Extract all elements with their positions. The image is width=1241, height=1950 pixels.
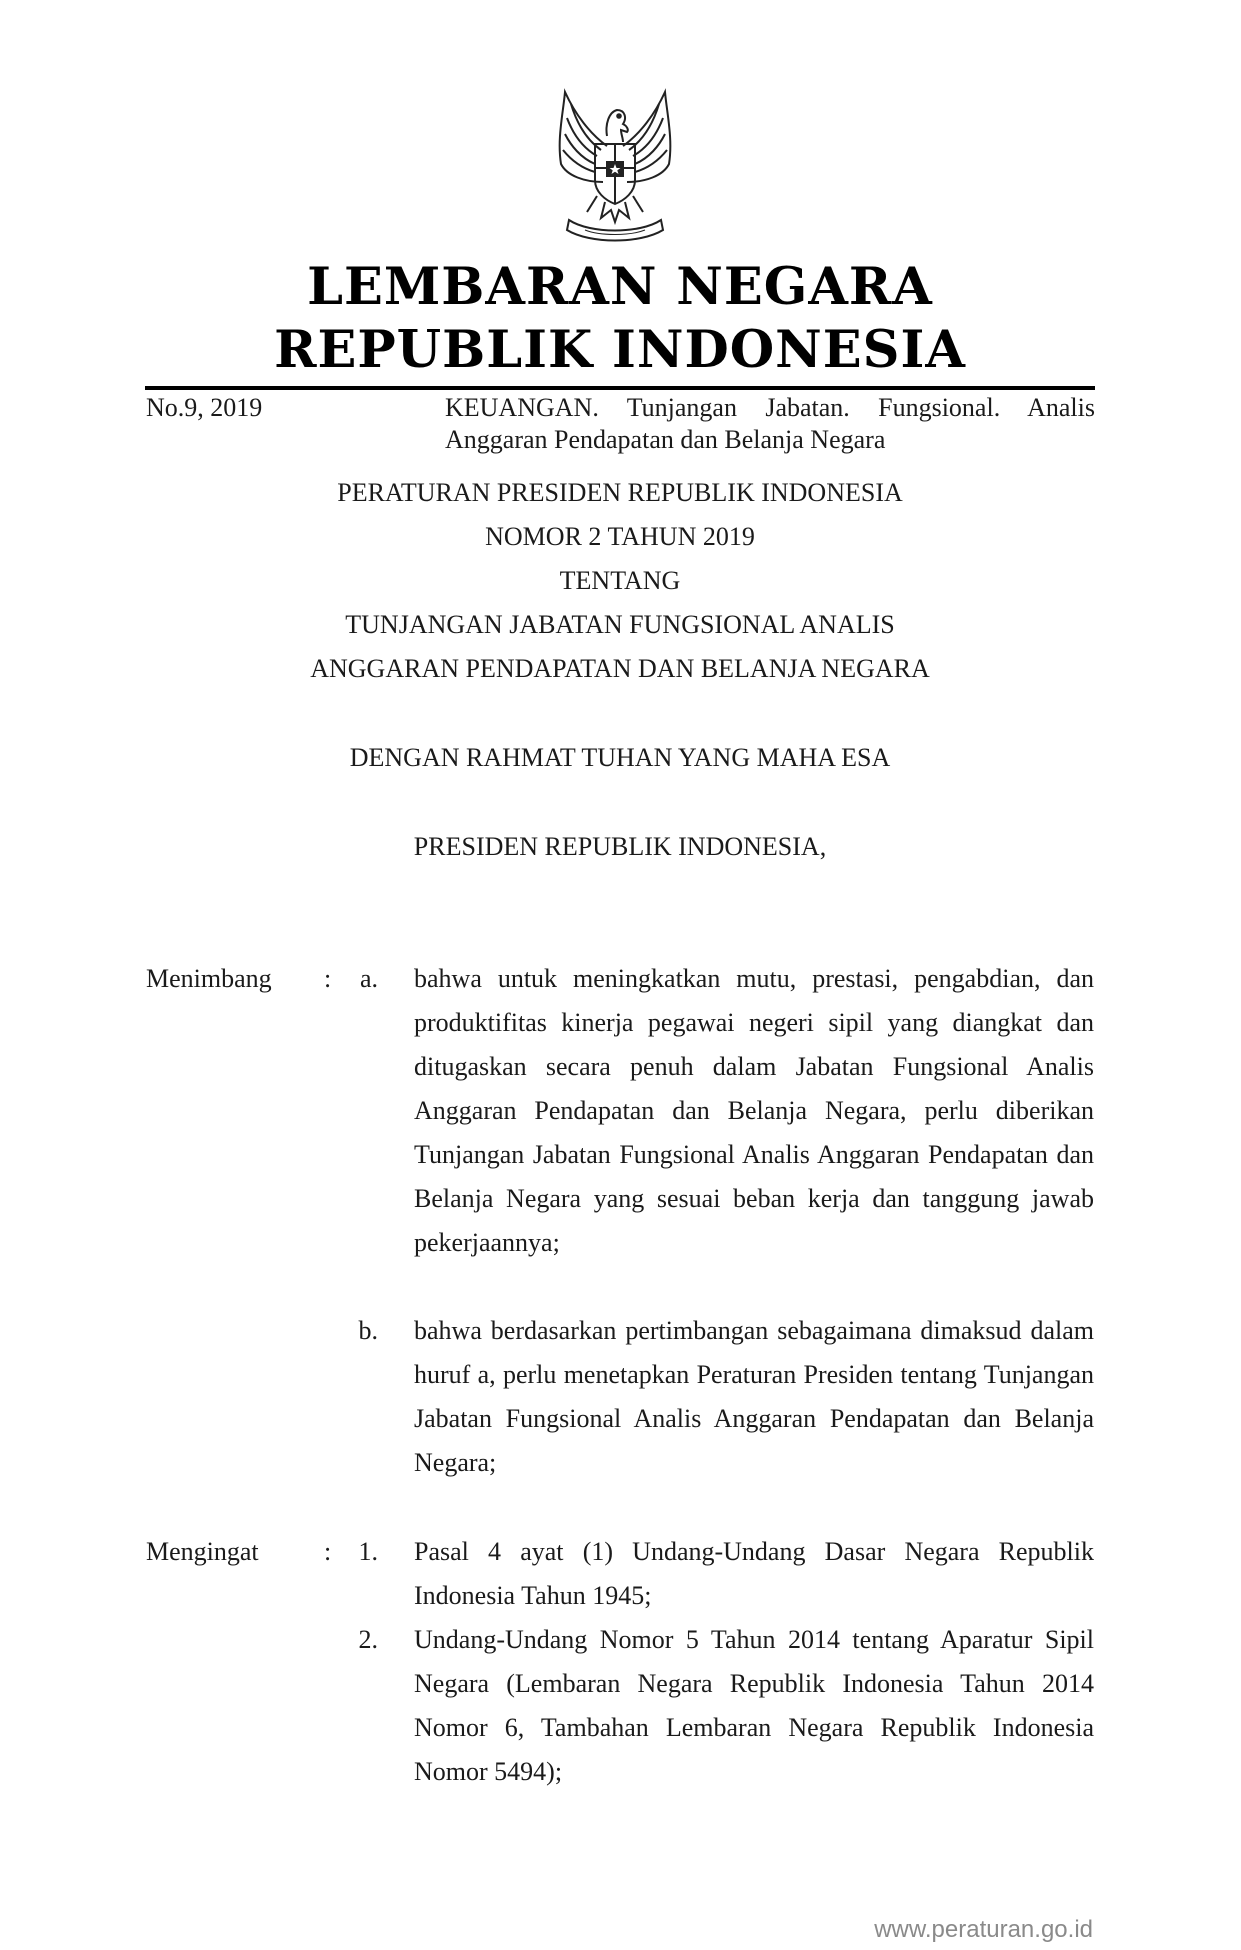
regulation-number: NOMOR 2 TAHUN 2019 (485, 522, 755, 551)
regulation-title-line-2: ANGGARAN PENDAPATAN DAN BELANJA NEGARA (310, 654, 930, 683)
regulation-about: TENTANG (559, 566, 681, 595)
mengingat-marker-1: 1. (358, 1537, 378, 1566)
gazette-number: No.9, 2019 (146, 393, 263, 422)
menimbang-item-a: bahwa untuk meningkatkan mutu, prestasi, pengabdian, dan produktifitas kinerja pegawai negeri sipil yang diangkat dan ditugaskan secara penuh dalam Jabatan Fungsional Analis Anggaran Pendapatan dan Belanja Negara, perlu diberikan Tunjangan Jabatan Fungsional Analis Anggaran Pendapatan dan Belanja Negara yang sesuai beban kerja dan tanggung jawab pekerjaannya; (414, 964, 1094, 1257)
menimbang-marker-b: b. (358, 1316, 378, 1345)
footer-website-link[interactable]: www.peraturan.go.id (874, 1916, 1093, 1943)
menimbang-colon: : (324, 964, 332, 993)
masthead-line-1: LEMBARAN NEGARA (307, 257, 933, 317)
menimbang-marker-a: a. (359, 964, 378, 993)
mengingat-item-2: Undang-Undang Nomor 5 Tahun 2014 tentang Aparatur Sipil Negara (Lembaran Negara Republik Indonesia Tahun 2014 Nomor 6, Tambahan Lembaran Negara Republik Indonesia Nomor 5494); (414, 1625, 1094, 1786)
regulation-type: PERATURAN PRESIDEN REPUBLIK INDONESIA (337, 478, 903, 507)
menimbang-item-b: bahwa berdasarkan pertimbangan sebagaimana dimaksud dalam huruf a, perlu menetapkan Peraturan Presiden tentang Tunjangan Jabatan Fungsional Analis Anggaran Pendapatan dan Belanja Negara; (414, 1316, 1094, 1477)
gazette-subject: KEUANGAN. Tunjangan Jabatan. Fungsional. Analis Anggaran Pendapatan dan Belanja Negara (445, 393, 1095, 454)
issuer: PRESIDEN REPUBLIK INDONESIA, (413, 832, 827, 861)
invocation: DENGAN RAHMAT TUHAN YANG MAHA ESA (349, 743, 891, 772)
menimbang-label: Menimbang (146, 964, 272, 993)
masthead-divider (145, 386, 1095, 390)
garuda-emblem-icon (535, 84, 695, 246)
mengingat-label: Mengingat (146, 1537, 259, 1566)
mengingat-marker-2: 2. (358, 1625, 378, 1654)
masthead-line-2: REPUBLIK INDONESIA (274, 320, 966, 380)
mengingat-colon: : (324, 1537, 332, 1566)
mengingat-item-1: Pasal 4 ayat (1) Undang-Undang Dasar Negara Republik Indonesia Tahun 1945; (414, 1537, 1094, 1610)
regulation-title-line-1: TUNJANGAN JABATAN FUNGSIONAL ANALIS (345, 610, 895, 639)
